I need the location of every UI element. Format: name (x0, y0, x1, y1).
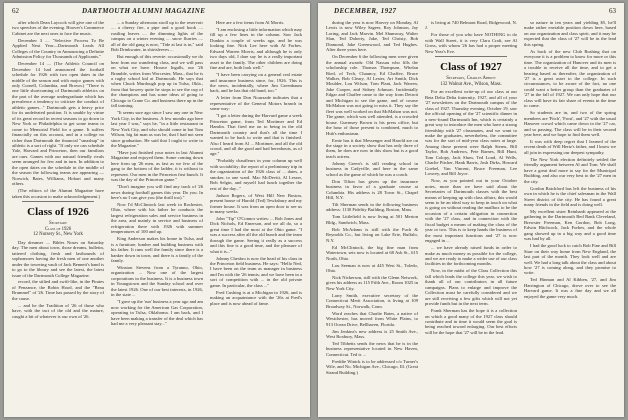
paragraph: Ed McClintock, the big fine man from Watertown, sets now is located at 68 Ash St., 615 North, Ohio. (326, 244, 418, 261)
paragraph: Now, as you pointed out in your October notes, more than we have said about the Secretaries of Dartmouth classes with the best means of keeping up with class affairs, this would seem to be an ideal way to keep in touch on what is going on without reading the mailbox to be the occasion of a certain obligation in connection with the '27 class, and in connection with the fiscal budget a means of making the class of the year or two. This is to keep hands the business of the most important functions and '27 is now engaged in ... (425, 178, 517, 244)
right-page (318, 3, 624, 417)
paragraph: Johnny Chesbro is now the head of his class in the Princeton field business. He says: "Hello Ned, I have been on the team as manager in business and I'm with the '26 tennis; and we have been in a sort of competition with ... in the old private game. In particular, the class ..." (210, 255, 302, 288)
paragraph: so nature in ten years and yielding $5, he'll make rather enviable position down here, based on our organization and class spirit, and it may be expected that the class of '27 will be in the lead this spring. (524, 20, 616, 47)
divider (435, 56, 507, 57)
paragraph: Ted Tibbetts sends the news that he is in the business representative located in New Haven, Connecticut. Ted is ... (326, 340, 418, 357)
class-secretary: Secretary (48, 221, 68, 226)
class-heading: Class of 1926 (27, 206, 89, 218)
paragraph: record, the stilted and swift-like, in the Pirates of Penzance, the Robin Hood, and the "Beau Brummel" of '26. Time has passed by the story of the cause. (12, 279, 104, 301)
paragraph: ... we have already raised funds in order to make as much money as possible for the college, and we are ready to make a wider use of our class facilities in the forthcoming months. (425, 245, 517, 267)
paragraph: "Have just finished your notes in last Alumni Magazine and enjoyed them. Some coming down here from up '26 men, as fast as we few of the gang to the bottom of the ladder, it is without to represent. Our men in the Princeton first bunch. It was the day of the Princeton game." (111, 149, 203, 183)
paragraph: "I have been carrying on a general real estate and insurance business since, for, 1926. This is the news, incidentally, where Jim Greenbaum back, and he has that old hand, too." (210, 72, 302, 94)
right-column-2 (425, 20, 517, 412)
left-column-3 (210, 20, 302, 412)
right-running-head (326, 7, 616, 19)
paragraph: Winston Stevens from a Tyranno, Ohio, organization ... Now one of the largest corporations in the business. It is a business town in Youngstown and the Sunday school and over the latest 1926. One of our best interests, in 1926, in the state ... (111, 264, 203, 298)
paragraph: On December 6 the following men were given the annual awards: Old Nassau who fills the scholarship role. Thomas Thompson, Whelan Ried, of Tech, Chauncy, Ed Chaffee, Bruce Walker, Bob Cleary, Al Lester, Art Smith, Dick Moulder, Lou Wilson, Tom Plant, Jack Warren, Jake Cooper, and Sidney Johnson. Incidentally Edgar and Chaffee came to the way from Detroit and Michigan to see the game, and of course McMahon was not going to miss it. They say the fleet was well worked on that McMahon was not. The game, which was well attended, is a crowded house. Guernsey Brown is his press office, but the hour of those present is combined, much to Hub's enthusiasm. (326, 54, 418, 136)
paragraph: I had the good luck to catch Bob Fine and Bill Starr on their way home from New England, the last part of the month. They look well and are well. We had a long talk about the class and about how '27 is coming along, and they promise to write. (524, 243, 616, 276)
paragraph: "I gave up the 'run' business a year ago and am now working for the American Gas Corporation, operating in Tulsa, Oklahoma. I am back, and I have been making a transfer of the deal which has had me a very pleasant stay..." (111, 299, 203, 327)
paragraph: "I am enclosing a little information which may fill up a few lines in the column. Saw Jack Dunkin a couple of weeks ago, and he was looking fine. Nick Lee here with Al Forbes. Edward Warren Morris, and although he is only two days old, I dare say he is a really important asset to the family. The other children are doing fine and are, both look well." (210, 26, 302, 71)
paragraph: "Don't imagine you will find any track of '26 news during football games this year. Do you. In here's no I can give you (the thrill too)." (111, 184, 203, 201)
paragraph: "I got a letter during the Harvard game a week Princeton game, from Ted Mortimer and Ed Hamlin. That fired me on to being in the old Dartmouth country and that's all the time I wanted to be back to write and that is finished. Also I heard from Al ... Mortimer, and all the old crowd, and all the good and bad hereabouts, as of age." (210, 113, 302, 157)
page-number: 63 (609, 7, 616, 15)
paragraph: Nick Nickerson, still with the Glenn Network, gives his address as 115 Fifth Ave., Room 1025 in New York City. (326, 274, 418, 291)
left-page (4, 3, 310, 417)
paragraph: Ernie has it that Messenger and Harold are on the stage in a society show that has only three of them, he does are now in this show but is a good teach actress. (326, 137, 418, 159)
paragraph: Lou Seeman is now at 445 West St., Toledo, Ohio. (326, 262, 418, 273)
paragraph: Here are a few items from Al Morris. (216, 20, 285, 25)
paragraph: Day dreamer .... Bibles Noses on Saturday day. The men about town, those dreams, bulletin, tattered clothing, fresh and lastbounds of sophomores having the fresh men of one another under the towering vault of Jack Bennett's hand is to go to the library and see the latest, the latest issue of the Dartmouth College Magazine. (12, 239, 104, 278)
paragraph: ... a Sunday afternoon stroll up to the reservoir .... a cheery fire, a pipe and a good book .... rustling leaves .... the dimming lights of the campus on a winter evening .... snow flurries .... all of the old gang is now, "Tide at last is in," said Bob Drinkwater, in shirtsleeves ... (111, 20, 203, 53)
paragraph: For an excellent write-up of our class at our Beta Delta Delta fraternity, 1927, and all of your '27 newsletters on the Dartmouth campus of the class of 1927. Thursday evening, October 19, saw the official opening of the '27 scientific dinner in a new-found Dartmouth Inn, which is certainly a great way to introduce the men who have a strong friendship with '27 classmates, and we want to make the graduates, nevertheless, the committee was for the sort of mid-year class notes at large. Among those present were Ralph Sterns, Bill Taylor, Bob Andrews, Pete Barnes, Bill Hunt, Tom Colopy, Jack Shaw, Ted Loud, Al Wells, Charlie Pitcher, Hank Barris, Josh Dirks, Howard Goebel, Van Vincent, Bruce Freeman, Lee Lowrey, and Bill Joyce. (425, 89, 517, 177)
left-column-2 (111, 20, 203, 412)
paragraph: John "Tip" O'Connor writes: ... Bob Jones and Dick Nichols, Ed Emerson, and we all do, so a great time I had the most at the Ohio game. "I was a success after all the old bunch and the team through the game. Seeing it really as a success and this fine is a good time, and the pleasure of what it is..." (210, 215, 302, 254)
paragraph: Word reaches that Charlie Bates, a native of Westchester, has moved from White Plains, to 913 Ocean Drive, Bellhaven, Florida. (326, 310, 418, 327)
paragraph: Fred Cushing is at a Michigan in 1926, and is making an acquaintance with the '26s at Fred's place and is now ahead of fame. (210, 289, 302, 306)
paragraph: "Probably chauffeurs in your column up well with sociability; the report of a preliminary trip in the organization of the 1926 class of ... dates, a smoker, to one ward. Mac McDevitt, Al Lesser, Bob Selgin, and myself had lunch together the rest of the day..." (210, 158, 302, 191)
left-columns (12, 20, 302, 412)
paragraph: Frank Sherman has the hope it is a collection on which a good many of the 1927 class should contribute and in time it would seem the goal is being reached toward enlarging. Our best efforts will be the hope that '27 will be in the lead. (425, 308, 517, 335)
paragraph: A letter from Don Nourzade indicates that a representative of the General Motors branch in some way: (210, 95, 302, 112)
paragraph: (The editors of the Alumni Magazine have taken this occasion to make acknowledgement.) (12, 188, 104, 199)
paragraph: Ted Hinman and Al Kibben, '27, and Jim Harrington of Chicago, drove over to see the Harvard game. It was a fine day and we all enjoyed the game very much. (524, 277, 616, 299)
paragraph: It was with deep regret that I learned of the recent death of Will Hertz's father, and I know we all join in expressing our deepest sympathy. (524, 139, 616, 155)
paragraph: Jim Jenkins's new address is 25 Smith Ave., West Roxbury, Mass. (326, 328, 418, 339)
class-heading: Class of 1927 (440, 61, 502, 74)
paragraph: As back of the new Club Rushing that on everyone it is a problem to know for more or this time. The organization of Hanover and its men is a trouble to receive all the time, and to get a bearing based as thereafter, the organization of '27 is a great asset to the college. In such circumstances, to be aware of the fact, no one could want a better group than the graduates of '27 in the fall of 1927. We can only hope that our class will have its fair share of events in the time to come. (524, 48, 616, 109)
right-column-3 (524, 20, 616, 412)
right-columns (326, 20, 616, 412)
paragraph: Tilt Sherman sends in the following business address: 1130 Fidelity Building, Boston, Mass. (326, 202, 418, 213)
paragraph: But enough of this reverie: occasionally we do hear from our wandering class, and we will pass on what we have. Horace Ingalls, our '26 Bramble, writes from Worcester, Mass., that he is a rugby school kid at Dartmouth. He says that when Chuck Murdough pop up in Tulsa, Okla., from that bowery quite he stops to see the cup of the champions and has some ideas of going to Chicago to Crane Co. and business there up in the fall training. (111, 54, 203, 109)
paragraph: Judson Rogers, of West Hill New Boston, present house of Harold (Ted) Tewksbury and my former house. It was from an open door to see us in many weeks. (210, 192, 302, 214)
class-secretary-address: 12 Nursery St., New York (33, 232, 83, 238)
running-title: DARTMOUTH ALUMNI MAGAZINE (82, 7, 206, 15)
left-column-1 (12, 20, 104, 412)
paragraph: during the year is now Harvey on Monday, Al Lewis is now Wiley Sageer, Roy Johnson, Jay Loring, and Jack Marvin. Mel Shumway, Walter Slan, Ted Doherty, Jake, Ted Christy, Bob Diamond, Jake Greenwood, and Ted Hughes. After three years here. (326, 20, 418, 53)
paragraph: For those of you who have NOTHING to do with Wall Street, it is very Clara Craft, see Al Gross, with whom '26 has had a proper meeting New Year's Eve. (425, 32, 517, 54)
class-secretary-address: 132 Walnut Ave., Wilson, Mass. (440, 81, 502, 87)
paragraph: My excellent sister Reinhardt appeared at the gathering in the Dartmouth Red Bank Cleveland, Brewster Freeman, Ken Gordon, Bob Long, Edwin Hitchcock, Jack Forbes, and the whole gang showed up in a big way and a good time was had by all. (524, 208, 616, 242)
paragraph: "It seems sure ago since I saw any one in New York City, in the business. A few months ago here last year I was," says he, "in a little restaurant in New York City, and who should come in but Tom Wilson, big fat man as was he, that I had not seen since graduation. He said that I ought to write to the Magazine." (111, 110, 203, 148)
paragraph: Now, in the midst of the Class Collection this fall which leads the college this year, we wish to thank all of our contributors in all future campaigns. Plans to enlarge and improve the Collection must be carefully considered and we are still receiving a few gifts which will not yet provide funds but in the next term. (425, 268, 517, 307)
paragraph: Tom Littlefield is now living at 501 Merton Bldg., Sandwich, Mass. (326, 214, 418, 225)
page-number: 62 (12, 7, 19, 15)
class-secretary-name: Secretary, Charles Abbott (446, 76, 496, 82)
paragraph: ... and be the Tradition of '26 of those who have, with the tact of the old and the mature, caught a bit of whatever is our own of '26. (12, 302, 104, 319)
paragraph: is living at 740 Belmont Road, Ridgewood, N. J. (425, 20, 517, 31)
divider (22, 201, 94, 202)
paragraph: Johnny Green's is still reading school in business in Cadyville, and here in the same school as the game of which he was a coach. (326, 160, 418, 177)
paragraph: Freddie Winick is to be addressed c/o Turner's Wile, and No. Michigan Ave., Chicago, Ill. (Great Strand Building.) (326, 358, 418, 375)
paragraph: Bob McAdams is still with the Fuch & Reynolds Co., but living on Lake Erie, Buffalo, N.Y. (326, 226, 418, 243)
paragraph: Now I'd McClintock last week in Rochester, Ohio, where with his father he conducts the largest refrigeration sales and service business in the area, and mainly in service and business of refrigeration there with 1926 with summer temperatures of 100 and up. (111, 202, 203, 235)
paragraph: Larry Smith, executive secretary of the Connecticut Merit Association, is living at 109 Broadway St., Norwalk, Conn. (326, 292, 418, 309)
paragraph: Gordon Ratchford has left the business of his own in which he is the chief salesman in the Wall Street district of the city. He has found a great many friends in the field and is doing well. (524, 185, 616, 207)
paragraph: after which Dean Laycock will give one of the two speeches of the evening. Hoover's Commerce Cabinet are the next ones to face the music. (12, 20, 104, 36)
right-column-1 (326, 20, 418, 412)
paragraph: King Anderson makes his home in Tulsa, and is a furniture, lumber and building business with his father. It runs well the family since there is a banker down in town, and there is a family of the family. (111, 236, 203, 264)
paragraph: December 14 .... (The Athletic Council on December 14 had announced the football schedule for 1926 with two open dates in the middle of the season and with major games with only Cornell, Columbia, and Brown.) "There is one little shortcoming of Dartmouth athletics on the part of the average undergraduate which has prevalence a tendency to criticize the conduct of athletic games..." Dartmouth gets a heavy price for its undefeated position. It is unable by virtue of its great record in recent seasons to go down to New York or Philadelphia to get some teams to come to Memorial Field for a game. It suffers financially on this account, and in a college no richer than Dartmouth the financial "smashup" in athletic is a sort of right. "If only we can schedule Yale, Harvard and Princeton, then our familiars are ours. Games with our natural friendly rivals seem arranged for few and in turn. In addition to the open dates on the schedule in the middle of the season the following teams are appearing — Norwich, Bates, Williams, Hobart and many others. (12, 61, 104, 187)
left-running-head (12, 7, 302, 19)
paragraph: The New York election definitely settled the friendly argument between Al and Tom. We shall have a great deal more to say for the Municipal Building, and also our very best to the '27 men in the city. (524, 156, 616, 184)
paragraph: So students are in, and two of the spring members are 'Fitch', 'Frost', and '27 with the usual Hanover crowd which came down in the '27 car, and so passing. The class will be in their second year here, and we hope to find them well. (524, 110, 616, 138)
paragraph: December 3 .... "Selective Process To Be Applied Next Year—Dartmouth Leads All Colleges of the Country in Announcing a Definite Admission Policy for Thousands of Applicants." (12, 37, 104, 60)
class-secretary-name: Class of 1926 (44, 226, 72, 232)
running-title: DECEMBER, 1927 (334, 7, 397, 15)
paragraph: Don Tilton has given up the insurance business in favor of a graduate course at Columbia. His address is 28 Town St., Chapel Hill, N.Y. (326, 178, 418, 201)
